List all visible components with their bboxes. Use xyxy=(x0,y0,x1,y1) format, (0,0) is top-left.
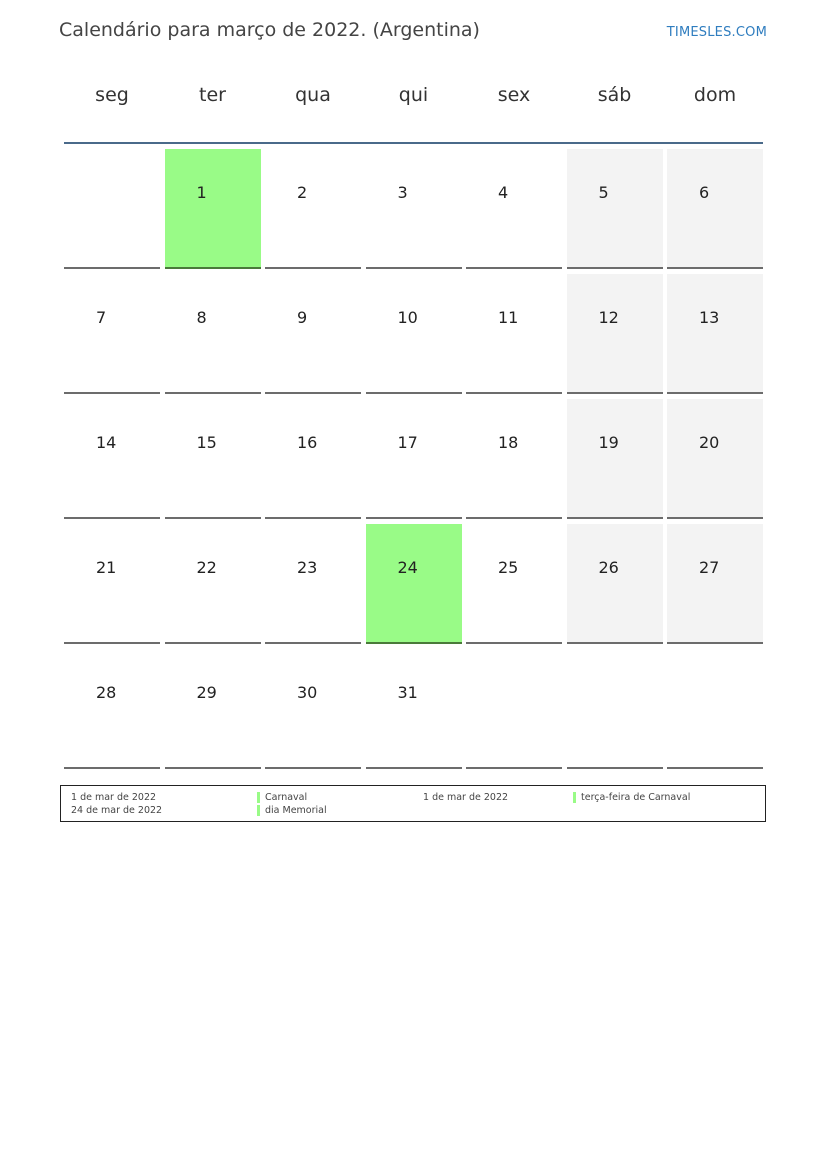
day-cell[interactable] xyxy=(165,399,261,519)
day-number: 31 xyxy=(397,683,418,702)
legend-date: 24 de mar de 2022 xyxy=(71,805,163,816)
page-title: Calendário para março de 2022. (Argentina) xyxy=(59,19,480,41)
day-cell[interactable] xyxy=(567,149,663,269)
day-cell[interactable] xyxy=(466,149,562,269)
day-number: 20 xyxy=(699,433,720,452)
empty-day-cell xyxy=(64,149,160,269)
holiday-legend xyxy=(60,785,766,822)
day-cell[interactable] xyxy=(567,524,663,644)
day-number: 28 xyxy=(96,683,117,702)
weekday-label: ter xyxy=(199,84,226,106)
legend-holiday-name: Carnaval xyxy=(265,792,308,803)
day-number: 12 xyxy=(598,308,619,327)
day-cell[interactable] xyxy=(366,399,462,519)
day-cell[interactable] xyxy=(165,649,261,769)
day-cell[interactable] xyxy=(466,524,562,644)
day-number: 15 xyxy=(196,433,217,452)
weekday-label: sex xyxy=(497,84,531,106)
holiday-color-marker xyxy=(257,805,260,816)
day-number: 14 xyxy=(96,433,117,452)
day-cell[interactable] xyxy=(366,524,462,644)
day-number: 30 xyxy=(297,683,318,702)
day-cell[interactable] xyxy=(265,274,361,394)
weekday-label: sáb xyxy=(597,84,632,106)
holiday-color-marker xyxy=(573,792,576,803)
empty-day-cell xyxy=(667,649,763,769)
day-cell[interactable] xyxy=(466,399,562,519)
day-cell[interactable] xyxy=(567,274,663,394)
day-cell[interactable] xyxy=(165,524,261,644)
day-cell[interactable] xyxy=(366,649,462,769)
legend-holiday-name: dia Memorial xyxy=(265,805,327,816)
day-number: 24 xyxy=(397,558,418,577)
legend-date: 1 de mar de 2022 xyxy=(71,792,157,803)
day-number: 25 xyxy=(498,558,519,577)
day-number: 2 xyxy=(297,183,308,202)
day-number: 9 xyxy=(297,308,308,327)
holiday-color-marker xyxy=(257,792,260,803)
day-number: 13 xyxy=(699,308,720,327)
day-cell[interactable] xyxy=(265,399,361,519)
day-number: 26 xyxy=(598,558,619,577)
empty-day-cell xyxy=(567,649,663,769)
day-cell[interactable] xyxy=(265,649,361,769)
day-cell[interactable] xyxy=(567,399,663,519)
legend-holiday-name: terça-feira de Carnaval xyxy=(581,792,691,803)
day-cell[interactable] xyxy=(265,524,361,644)
brand-link[interactable]: TIMESLES.COM xyxy=(666,25,767,40)
day-cell[interactable] xyxy=(466,274,562,394)
day-number: 21 xyxy=(96,558,117,577)
day-number: 5 xyxy=(598,183,609,202)
header-divider xyxy=(64,142,763,144)
day-number: 27 xyxy=(699,558,720,577)
day-cell[interactable] xyxy=(64,649,160,769)
day-cell[interactable] xyxy=(165,149,261,269)
day-number: 11 xyxy=(498,308,519,327)
day-number: 8 xyxy=(196,308,207,327)
day-number: 29 xyxy=(196,683,217,702)
weekday-label: qui xyxy=(398,84,429,106)
weekday-label: qua xyxy=(295,84,331,106)
day-cell[interactable] xyxy=(64,274,160,394)
day-number: 6 xyxy=(699,183,710,202)
day-number: 1 xyxy=(196,183,207,202)
day-cell[interactable] xyxy=(64,524,160,644)
day-number: 16 xyxy=(297,433,318,452)
day-number: 22 xyxy=(196,558,217,577)
calendar-grid xyxy=(64,149,763,770)
day-cell[interactable] xyxy=(667,399,763,519)
day-number: 10 xyxy=(397,308,418,327)
day-number: 18 xyxy=(498,433,519,452)
day-cell[interactable] xyxy=(366,149,462,269)
day-cell[interactable] xyxy=(165,274,261,394)
day-cell[interactable] xyxy=(667,524,763,644)
day-number: 7 xyxy=(96,308,107,327)
day-cell[interactable] xyxy=(366,274,462,394)
weekday-label: seg xyxy=(95,84,129,106)
weekday-label: dom xyxy=(693,84,737,106)
day-cell[interactable] xyxy=(667,149,763,269)
day-number: 4 xyxy=(498,183,509,202)
day-number: 19 xyxy=(598,433,619,452)
weekday-header xyxy=(64,84,763,124)
day-number: 3 xyxy=(397,183,408,202)
empty-day-cell xyxy=(466,649,562,769)
day-cell[interactable] xyxy=(265,149,361,269)
day-number: 17 xyxy=(397,433,418,452)
day-cell[interactable] xyxy=(64,399,160,519)
day-number: 23 xyxy=(297,558,318,577)
day-cell[interactable] xyxy=(667,274,763,394)
legend-date: 1 de mar de 2022 xyxy=(423,792,509,803)
